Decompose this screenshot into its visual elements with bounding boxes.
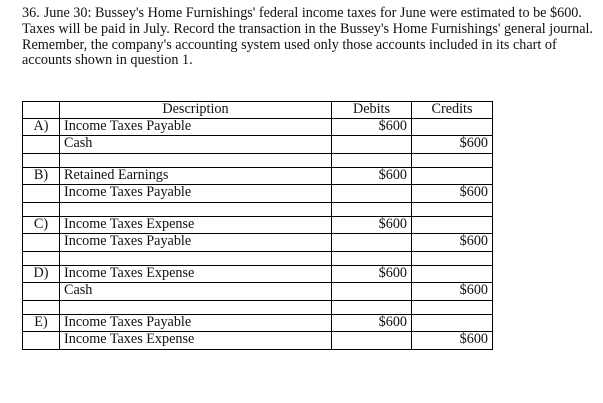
question-text xyxy=(22,6,594,69)
spacer-cell xyxy=(23,154,60,168)
spacer-cell xyxy=(412,301,493,315)
option-debit-row xyxy=(23,119,493,136)
debit-amount-empty xyxy=(332,283,412,301)
debit-account: Retained Earnings xyxy=(60,168,332,185)
debit-account: Income Taxes Payable xyxy=(60,119,332,136)
debit-amount: $600 xyxy=(332,266,412,283)
spacer-cell xyxy=(332,154,412,168)
option-label: A) xyxy=(23,119,60,136)
option-debit-row xyxy=(23,266,493,283)
header-debits: Debits xyxy=(332,102,412,119)
credit-amount-empty xyxy=(412,119,493,136)
credit-amount-empty xyxy=(412,168,493,185)
spacer-cell xyxy=(332,203,412,217)
debit-account: Income Taxes Expense xyxy=(60,266,332,283)
question-number: 36. xyxy=(22,5,40,21)
debit-amount-empty xyxy=(332,136,412,154)
debit-amount-empty xyxy=(332,185,412,203)
credit-amount: $600 xyxy=(412,185,493,203)
spacer-cell xyxy=(60,252,332,266)
credit-account: Income Taxes Payable xyxy=(60,185,332,203)
option-label-empty xyxy=(23,283,60,301)
option-label-empty xyxy=(23,234,60,252)
spacer-cell xyxy=(412,252,493,266)
option-credit-row xyxy=(23,332,493,350)
credit-amount-empty xyxy=(412,315,493,332)
header-description: Description xyxy=(60,102,332,119)
option-label: C) xyxy=(23,217,60,234)
credit-account: Income Taxes Expense xyxy=(60,332,332,350)
header-option-blank xyxy=(23,102,60,119)
option-credit-row xyxy=(23,283,493,301)
debit-amount: $600 xyxy=(332,168,412,185)
spacer-cell xyxy=(60,301,332,315)
spacer-cell xyxy=(23,252,60,266)
option-debit-row xyxy=(23,168,493,185)
header-credits: Credits xyxy=(412,102,493,119)
option-label: E) xyxy=(23,315,60,332)
option-label: D) xyxy=(23,266,60,283)
spacer-cell xyxy=(60,203,332,217)
option-credit-row xyxy=(23,234,493,252)
question-body: June 30: Bussey's Home Furnishings' federal income taxes for June were estimated to be $600. Taxes will be paid in July. Record the transaction in the Bussey's Home Furnishings' general journal. Remember, the company's accounting system used only those accounts included in its chart of accounts shown in question 1. xyxy=(22,5,593,69)
option-credit-row xyxy=(23,136,493,154)
option-label: B) xyxy=(23,168,60,185)
debit-amount: $600 xyxy=(332,315,412,332)
spacer-cell xyxy=(332,301,412,315)
spacer-cell xyxy=(412,203,493,217)
option-label-empty xyxy=(23,185,60,203)
credit-account: Income Taxes Payable xyxy=(60,234,332,252)
debit-account: Income Taxes Payable xyxy=(60,315,332,332)
credit-amount: $600 xyxy=(412,136,493,154)
spacer-cell xyxy=(23,301,60,315)
debit-amount: $600 xyxy=(332,217,412,234)
option-spacer-row xyxy=(23,154,493,168)
spacer-cell xyxy=(412,154,493,168)
option-label-empty xyxy=(23,136,60,154)
option-label-empty xyxy=(23,332,60,350)
debit-amount-empty xyxy=(332,234,412,252)
credit-amount: $600 xyxy=(412,283,493,301)
journal-options-table xyxy=(22,101,493,350)
credit-account: Cash xyxy=(60,283,332,301)
option-spacer-row xyxy=(23,301,493,315)
spacer-cell xyxy=(332,252,412,266)
option-credit-row xyxy=(23,185,493,203)
debit-amount: $600 xyxy=(332,119,412,136)
spacer-cell xyxy=(23,203,60,217)
table-header-row xyxy=(23,102,493,119)
debit-amount-empty xyxy=(332,332,412,350)
credit-amount: $600 xyxy=(412,234,493,252)
credit-account: Cash xyxy=(60,136,332,154)
credit-amount: $600 xyxy=(412,332,493,350)
spacer-cell xyxy=(60,154,332,168)
credit-amount-empty xyxy=(412,266,493,283)
credit-amount-empty xyxy=(412,217,493,234)
debit-account: Income Taxes Expense xyxy=(60,217,332,234)
option-debit-row xyxy=(23,315,493,332)
option-spacer-row xyxy=(23,203,493,217)
option-debit-row xyxy=(23,217,493,234)
option-spacer-row xyxy=(23,252,493,266)
